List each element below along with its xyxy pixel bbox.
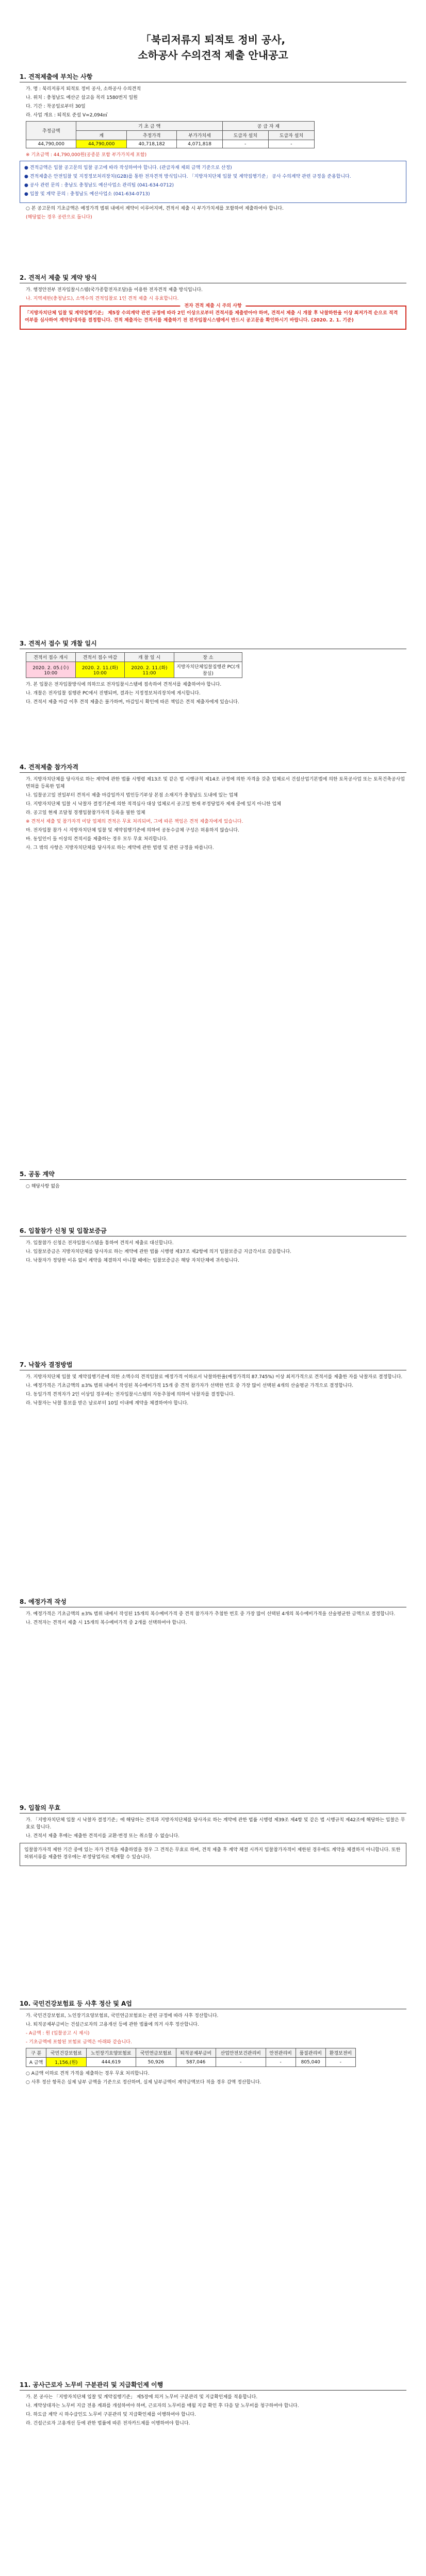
s3-note: 가. 본 입찰은 전자입찰방식에 의하므로 전자입찰시스템에 접속하여 견적서를 제출하여야 합니다. [26,682,222,687]
ins-cat-header: 구 분 [26,2048,46,2058]
ins-value: - [216,2058,266,2067]
ins-value: 587,046 [176,2058,216,2067]
info-line: ● 견적제출은 안전입찰 및 지정정보처리장치(G2B)를 통한 전자견적 방식입니다. 「지방자치단체 입찰 및 계약집행기준」 공사 수의계약 관련 규정을 준용합니다. [24,174,351,179]
s7-item: 다. 동일가격 견적자가 2인 이상일 경우에는 전자입찰시스템의 자동추첨에 의하여 낙찰자를 결정합니다. [26,1392,235,1397]
place-header: 장 소 [174,653,242,662]
ins-value: - [266,2058,296,2067]
s2-item: 가. 행정안전부 전자입찰시스템(국가종합전자조달)을 이용한 전자견적 제출 방식입니다. [26,287,203,293]
caution-box [20,303,406,330]
budget-value: 44,790,000 [26,140,76,148]
vat-header: 부가가치세 [177,131,222,140]
s1-item: 라. 사업 개요 : 퇴적토 준설 V=2,094㎥ [26,113,108,118]
section-3 [20,639,406,707]
ins-value: 805,040 [296,2058,325,2067]
open-value: 2020. 2. 11.(화) 11:00 [125,662,174,678]
s10-red-line: - A금액 : 원 (입찰공고 시 제시) [26,2031,90,2036]
section-1-heading: 1. 견적제출에 부치는 사항 [20,72,406,82]
place-value: 지방자치단체입찰집행관 PC(개찰실) [174,662,242,678]
section-9 [20,1803,406,1869]
s11-item: 나. 계약상대자는 노무비 지급 전용 계좌를 개설하여야 하며, 근로자의 노무비를 매월 지급 확인 후 다음 달 노무비를 청구하여야 합니다. [26,2403,299,2409]
s9-item: 가. 「지방자치단체 입찰 시 낙찰자 결정기준」에 해당하는 견적과 지방자치단체를 당사자로 하는 계약에 관한 법률 시행령 제39조 제4항 및 같은 법 시행규칙 제42조에 해당하는 입찰은 무효로 합니다. [26,1818,405,1830]
supply-amount-value: - [268,140,314,148]
supply-amount-header: 도급자 설치 [268,131,314,140]
s6-item: 나. 입찰보증금은 지방자치단체를 당사자로 하는 계약에 관한 법률 시행령 제37조 제2항에 의거 입찰보증금 지급각서로 갈음합니다. [26,1249,292,1255]
s1-note: ○ 본 공고문의 기초금액은 예정가격 범위 내에서 계약이 이루어지며, 견적서 제출 시 부가가치세를 포함하여 제출하여야 합니다. [26,206,284,211]
s11-item: 다. 하도급 계약 시 하수급인도 노무비 구분관리 및 지급확인제를 이행하여야 합니다. [26,2412,196,2417]
section-8 [20,1597,406,1628]
s11-item: 라. 건설근로자 고용개선 등에 관한 법률에 따른 전자카드제를 이행하여야 합니다. [26,2421,190,2426]
title-line-1: 「북리저류지 퇴적토 정비 공사, [140,33,286,46]
s1-note: (해당없는 경우 공란으로 둡니다) [26,215,92,220]
info-line: ● 견적금액은 입찰 공고문의 입찰 공고에 따라 작성하여야 합니다. (관급자재 제외 금액 기준으로 산정) [24,165,232,171]
s7-item: 라. 낙찰자는 낙찰 통보를 받은 날로부터 10일 이내에 계약을 체결하여야 합니다. [26,1401,189,1406]
total-header: 계 [76,131,126,140]
supply-header: 공 급 자 재 [222,122,314,131]
budget-header: 추정금액 [26,122,76,140]
section-11-heading: 11. 공사근로자 노무비 구분관리 및 지급확인제 이행 [20,2380,406,2391]
net-value: 40,718,182 [126,140,176,148]
section-5-heading: 5. 공동 계약 [20,1170,406,1180]
s4-item: 나. 입찰공고일 전일부터 견적서 제출 마감일까지 법인등기부상 본점 소재지가 충청남도 도내에 있는 업체 [26,793,238,798]
section-6-heading: 6. 입찰참가 신청 및 입찰보증금 [20,1226,406,1236]
supply-name-header: 도급자 설치 [222,131,268,140]
s1-item: 다. 기간 : 착공일로부터 30일 [26,104,86,109]
s4-highlight: ※ 견적서 제출 및 참가자격 미달 업체의 견적은 무효 처리되며, 그에 따른 책임은 견적 제출자에게 있습니다. [26,819,243,824]
caution-text: 「지방자치단체 입찰 및 계약집행기준」 제5장 수의계약 관련 규정에 따라 2인 이상으로부터 견적서를 제출받아야 하며, 견적서 제출 시 개찰 후 낙찰하한율 이상 최저가격 순으로 적격 여부를 심사하여 계약상대자를 결정합니다. 견적 제출자는 견적서를 제출하기 전 전자입찰시스템에서 반드시 공고문을 확인하시기 바랍니다. (2020. 2. 1. 기준) [25,311,398,323]
info-line: ● 입찰 및 계약 문의 : 충청남도 예산사업소 (041-634-0713) [24,192,150,197]
section-1 [20,72,406,223]
ins-header: 국민건강보험료 [46,2048,86,2058]
s8-item: 가. 예정가격은 기초금액의 ±3% 범위 내에서 작성된 15개의 복수예비가격 중 견적 참가자가 추첨한 번호 중 가장 많이 선택된 4개의 복수예비가격을 산술평균한 금액으로 결정합니다. [26,1612,396,1617]
schedule-table [26,652,242,678]
start-header: 견적서 접수 개시 [26,653,76,662]
net-header: 추정가격 [126,131,176,140]
budget-table [26,121,315,148]
s10-item: 가. 국민건강보험료, 노인장기요양보험료, 국민연금보험료는 관련 규정에 따라 사후 정산합니다. [26,2013,219,2019]
ins-header: 노인장기요양보험료 [86,2048,136,2058]
supply-name-value: - [222,140,268,148]
s9-item: 나. 견적서 제출 후에는 제출한 견적서를 교환·변경 또는 취소할 수 없습니다. [26,1834,180,1839]
s7-item: 가. 지방자치단체 입찰 및 계약집행기준에 의한 소액수의 견적입찰로 예정가격 이하로서 낙찰하한율(예정가격의 87.745%) 이상 최저가격으로 견적서를 제출한 자를 낙찰자로 결정합니다. [26,1375,403,1380]
vat-value: 4,071,818 [177,140,222,148]
s4-item: 라. 공고일 현재 조달청 경쟁입찰참가자격 등록을 필한 업체 [26,810,145,816]
s8-item: 나. 견적자는 견적서 제출 시 15개의 복수예비가격 중 2개를 선택하여야 합니다. [26,1620,187,1625]
start-value: 2020. 2. 05.(수) 10:00 [26,662,76,678]
s5-text: ○ 해당사항 없음 [26,1184,60,1189]
section-6 [20,1226,406,1266]
section-7-heading: 7. 낙찰자 결정방법 [20,1360,406,1370]
s9-box-text: 입찰참가자격 제한 기간 중에 있는 자가 견적을 제출하였을 경우 그 견적은 무효로 하며, 견적 제출 후 계약 체결 시까지 입찰참가자격이 제한된 경우에도 계약을 체결하지 아니합니다. 또한 허위서류를 제출한 경우에는 부정당업자로 제재할 수 있습니다. [24,1848,401,1860]
section-2 [20,273,406,333]
ins-value: 50,926 [136,2058,176,2067]
basic-amount-header: 기 초 금 액 [76,122,222,131]
section-2-heading: 2. 견적서 제출 및 계약 방식 [20,273,406,283]
basic-amount-note: ※ 기초금액 : 44,790,000원(공종분 포함 부가가치세 포함) [26,152,147,158]
s4-item: 다. 지방자치단체 입찰 시 낙찰자 결정기준에 의한 적격심사 대상 업체로서 공고일 현재 부정당업자 제재 중에 있지 아니한 업체 [26,802,281,807]
end-header: 견적서 접수 마감 [75,653,125,662]
section-9-heading: 9. 입찰의 무효 [20,1803,406,1814]
total-value: 44,790,000 [76,140,126,148]
s4-item: 마. 전자입찰 참가 시 지방자치단체 입찰 및 계약집행기준에 의하여 공동수급체 구성은 허용하지 않습니다. [26,828,239,833]
section-4-heading: 4. 견적제출 참가자격 [20,762,406,773]
s4-item: 바. 동일인이 둘 이상의 견적서를 제출하는 경우 모두 무효 처리합니다. [26,837,168,842]
s2-item: 나. 지역제한(충청남도), 소액수의 견적입찰로 1인 견적 제출 시 유효합니다. [26,296,179,301]
s1-item: 가. 명 : 북리저류지 퇴적토 정비 공사, 소하공사 수의견적 [26,87,141,92]
ins-header: 국민연금보험료 [136,2048,176,2058]
s1-item: 나. 위치 : 충청남도 예산군 삽교읍 목리 1580번지 일원 [26,95,138,100]
s9-box [20,1843,406,1866]
s3-note: 나. 개찰은 전자입찰 집행관 PC에서 진행되며, 결과는 지정정보처리장치에 게시합니다. [26,691,201,696]
s10-red-line: - 기초금액에 포함된 보험료 금액은 아래와 같습니다. [26,2040,132,2045]
s4-item: 사. 그 밖의 사항은 지방자치단체를 당사자로 하는 계약에 관한 법령 및 관련 규정을 따릅니다. [26,845,214,851]
section-10 [20,1999,406,2088]
ins-header: 품질관리비 [296,2048,325,2058]
s7-item: 나. 예정가격은 기초금액의 ±3% 범위 내에서 작성된 복수예비가격 15개 중 견적 참가자가 선택한 번호 중 가장 많이 선택된 4개의 산술평균 가격으로 결정합니다. [26,1383,354,1388]
ins-header: 산업안전보건관리비 [216,2048,266,2058]
caution-caption: 전자 견적 제출 시 주의 사항 [180,302,245,309]
section-11 [20,2380,406,2429]
ins-cat: A 금액 [26,2058,46,2067]
info-box [20,161,406,203]
ins-header: 퇴직공제부금비 [176,2048,216,2058]
section-8-heading: 8. 예정가격 작성 [20,1597,406,1607]
section-4 [20,762,406,853]
s10-note: ○ A금액 이하로 견적 가격을 제출하는 경우 무효 처리합니다. [26,2071,150,2076]
s11-item: 가. 본 공사는 「지방자치단체 입찰 및 계약집행기준」 제5장에 의거 노무비 구분관리 및 지급확인제를 적용합니다. [26,2395,258,2400]
page-title [0,32,426,63]
s10-item: 나. 퇴직공제부금비는 건설근로자의 고용개선 등에 관한 법률에 의거 사후 정산합니다. [26,2022,199,2027]
end-value: 2020. 2. 11.(화) 10:00 [75,662,125,678]
s3-note: 다. 견적서 제출 마감 이후 견적 제출은 불가하며, 마감일시 확인에 따른 책임은 견적 제출자에게 있습니다. [26,700,239,705]
s6-item: 가. 입찰참가 신청은 전자입찰시스템을 통하여 견적서 제출로 대신합니다. [26,1241,174,1246]
section-5 [20,1170,406,1192]
ins-header: 안전관리비 [266,2048,296,2058]
open-header: 개 찰 일 시 [125,653,174,662]
ins-header: 환경보전비 [325,2048,355,2058]
title-line-2: 소하공사 수의견적 제출 안내공고 [138,49,288,61]
s4-item: 가. 지방자치단체를 당사자로 하는 계약에 관한 법률 시행령 제13조 및 같은 법 시행규칙 제14조 규정에 의한 자격을 갖춘 업체로서 건설산업기본법에 의한 토목공사업 또는 토목건축공사업 면허를 등록한 업체 [26,777,405,789]
ins-value: - [325,2058,355,2067]
section-3-heading: 3. 견적서 접수 및 개찰 일시 [20,639,406,649]
insurance-table [26,2048,356,2067]
ins-value: 1,156,(원) [46,2058,86,2067]
section-10-heading: 10. 국민건강보험료 등 사후 정산 및 A업 [20,1999,406,2009]
ins-value: 444,619 [86,2058,136,2067]
section-7 [20,1360,406,1409]
s10-note: ○ 사후 정산 항목은 실제 납부 금액을 기준으로 정산하며, 실제 납부금액이 계약금액보다 적을 경우 감액 정산합니다. [26,2080,261,2085]
s6-item: 다. 낙찰자가 정당한 이유 없이 계약을 체결하지 아니할 때에는 입찰보증금은 해당 자치단체에 귀속됩니다. [26,1258,239,1263]
info-line: ● 공사 관련 문의 : 충남도 충청남도 예산사업소 관리팀 (041-634-0712) [24,183,174,188]
